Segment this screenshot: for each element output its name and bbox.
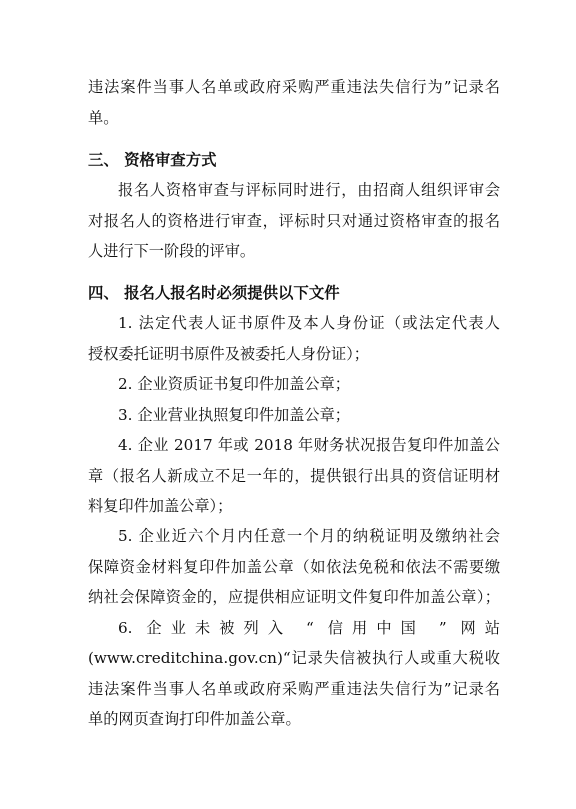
item-4-line-1: 4. 企业 2017 年或 2018 年财务状况报告复印件加盖公 (118, 436, 500, 454)
section-3-heading: 三、 资格审查方式 (88, 151, 217, 169)
item-5-line-1: 5. 企业近六个月内任意一个月的纳税证明及缴纳社会 (118, 527, 500, 545)
item-4-line-3: 料复印件加盖公章）； (88, 497, 233, 515)
intro-line-1: 违法案件当事人名单或政府采购严重违法失信行为”记录名 (88, 78, 500, 96)
section-3-line-2: 对报名人的资格进行审查，评标时只对通过资格审查的报名 (88, 212, 500, 230)
item-5-line-2: 保障资金材料复印件加盖公章（如依法免税和依法不需要缴 (88, 558, 500, 576)
section-3-line-3: 人进行下一阶段的评审。 (88, 242, 256, 260)
item-4-line-2: 章（报名人新成立不足一年的，提供银行出具的资信证明材 (88, 467, 500, 485)
section-4-heading: 四、 报名人报名时必须提供以下文件 (88, 284, 340, 302)
section-3-line-1: 报名人资格审查与评标同时进行，由招商人组织评审会 (118, 181, 500, 199)
item-6-line-3: 违法案件当事人名单或政府采购严重违法失信行为”记录名 (88, 680, 500, 698)
item-6-line-1: 6. 企业未被列入 “ 信用中国 ” 网站 (118, 619, 500, 637)
item-2: 2. 企业资质证书复印件加盖公章； (118, 375, 350, 393)
item-6-line-4: 单的网页查询打印件加盖公章。 (88, 710, 301, 728)
item-3: 3. 企业营业执照复印件加盖公章； (118, 406, 350, 424)
item-5-line-3: 纳社会保障资金的，应提供相应证明文件复印件加盖公章）； (88, 588, 500, 606)
item-1-line-1: 1. 法定代表人证书原件及本人身份证（或法定代表人 (118, 314, 500, 332)
item-6-line-2: (www.creditchina.gov.cn)“记录失信被执行人或重大税收 (88, 649, 500, 667)
intro-line-2: 单。 (88, 109, 119, 127)
item-1-line-2: 授权委托证明书原件及被委托人身份证）； (88, 345, 369, 363)
